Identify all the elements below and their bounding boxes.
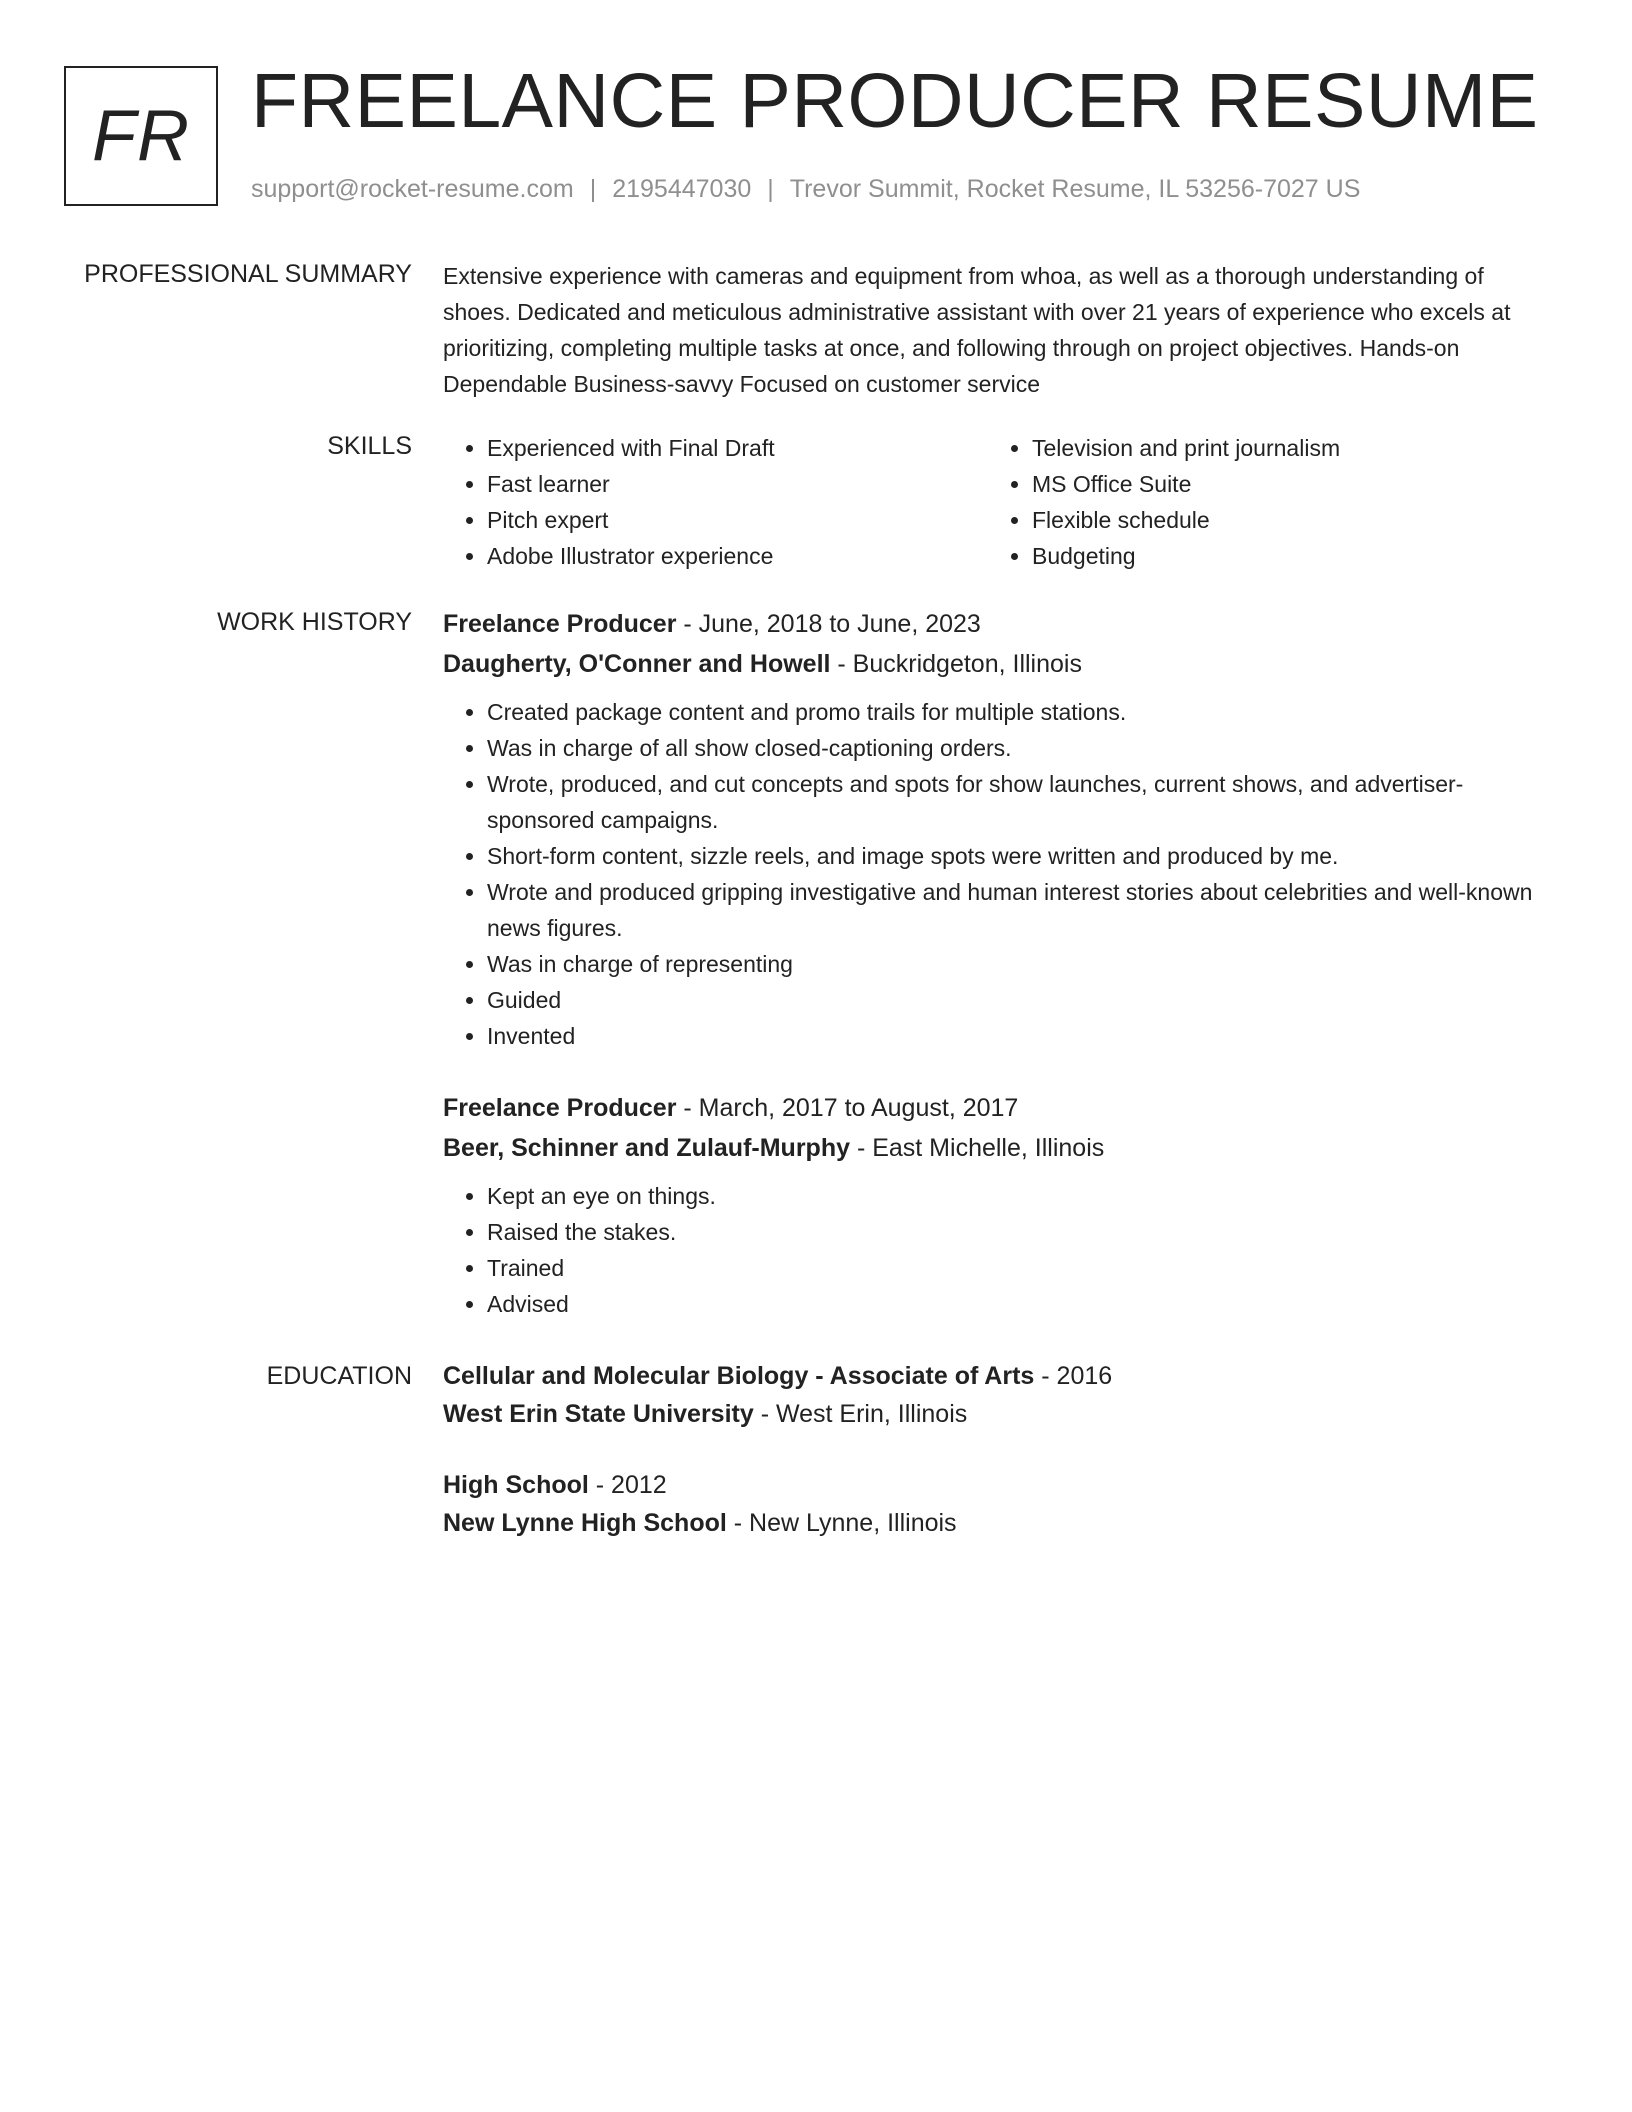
- education-degree-line: [443, 1466, 1548, 1504]
- section-label-summary: PROFESSIONAL SUMMARY: [84, 260, 412, 288]
- contact-line: [251, 173, 1360, 205]
- job-title: Freelance Producer: [443, 610, 677, 638]
- education-entry: [443, 1357, 1548, 1433]
- job-bullet: • Advised: [487, 1286, 1548, 1322]
- contact-address: Trevor Summit, Rocket Resume, IL 53256-7027 US: [789, 175, 1361, 203]
- education-year: - 2012: [588, 1471, 667, 1499]
- job-bullet: • Trained: [487, 1250, 1548, 1286]
- education-school: West Erin State University: [443, 1400, 754, 1428]
- job-dates: - June, 2018 to June, 2023: [676, 610, 981, 638]
- education-location: - New Lynne, Illinois: [726, 1509, 957, 1537]
- resume-title: FREELANCE PRODUCER RESUME: [251, 58, 1539, 144]
- summary-text: Extensive experience with cameras and equipment from whoa, as well as a thorough understanding of shoes. Dedicated and meticulous administrative assistant with over 21 years of experience who excels at prioritizing, completing multiple tasks at once, and following through on project objectives. Hands-on Dependable Business-savvy Focused on customer service: [443, 263, 1511, 397]
- education-degree: Cellular and Molecular Biology - Associate of Arts: [443, 1362, 1035, 1390]
- skills-column-right: [988, 430, 1533, 574]
- job-bullet: • Was in charge of representing: [487, 946, 1548, 982]
- education-school-line: [443, 1395, 1548, 1433]
- job-entry: [443, 606, 1548, 1054]
- job-title: Freelance Producer: [443, 1094, 677, 1122]
- skill-item: • MS Office Suite: [1032, 466, 1533, 502]
- skill-item: • Flexible schedule: [1032, 502, 1533, 538]
- job-bullet: • Invented: [487, 1018, 1548, 1054]
- skill-item: • Pitch expert: [487, 502, 988, 538]
- section-label-skills: SKILLS: [327, 432, 412, 460]
- education-school-line: [443, 1504, 1548, 1542]
- job-bullets: [443, 1178, 1548, 1322]
- job-dates: - March, 2017 to August, 2017: [676, 1094, 1019, 1122]
- skill-item: • Budgeting: [1032, 538, 1533, 574]
- skill-item: • Television and print journalism: [1032, 430, 1533, 466]
- contact-email: support@rocket-resume.com: [251, 175, 574, 203]
- job-company: Daugherty, O'Conner and Howell: [443, 650, 831, 678]
- education-school: New Lynne High School: [443, 1509, 727, 1537]
- job-company-line: [443, 646, 1548, 682]
- job-company-line: [443, 1130, 1548, 1166]
- skill-item: • Experienced with Final Draft: [487, 430, 988, 466]
- skill-item: • Fast learner: [487, 466, 988, 502]
- contact-phone: 2195447030: [612, 175, 752, 203]
- section-label-education: EDUCATION: [266, 1362, 412, 1390]
- section-label-work: WORK HISTORY: [217, 608, 412, 636]
- contact-separator: |: [589, 175, 597, 203]
- education-entry: [443, 1466, 1548, 1542]
- job-bullet: • Raised the stakes.: [487, 1214, 1548, 1250]
- job-entry: [443, 1090, 1548, 1322]
- education-location: - West Erin, Illinois: [753, 1400, 968, 1428]
- job-bullet: • Wrote and produced gripping investigative and human interest stories about celebrities and well-known news figures.: [487, 874, 1548, 946]
- education-degree-line: [443, 1357, 1548, 1395]
- monogram-box: [64, 66, 218, 206]
- education-year: - 2016: [1034, 1362, 1113, 1390]
- skills-list: [443, 430, 1548, 574]
- job-location: - Buckridgeton, Illinois: [830, 650, 1082, 678]
- job-bullets: [443, 694, 1548, 1054]
- job-bullet: • Guided: [487, 982, 1548, 1018]
- job-bullet: • Wrote, produced, and cut concepts and spots for show launches, current shows, and advertiser-sponsored campaigns.: [487, 766, 1548, 838]
- contact-separator: |: [767, 175, 774, 203]
- job-location: - East Michelle, Illinois: [850, 1134, 1105, 1162]
- monogram-initials: FR: [92, 96, 190, 176]
- job-title-line: [443, 1090, 1548, 1126]
- job-bullet: • Kept an eye on things.: [487, 1178, 1548, 1214]
- skill-item: • Adobe Illustrator experience: [487, 538, 988, 574]
- education-degree: High School: [443, 1471, 589, 1499]
- job-title-line: [443, 606, 1548, 642]
- job-company: Beer, Schinner and Zulauf-Murphy: [443, 1134, 850, 1162]
- job-bullet: • Created package content and promo trails for multiple stations.: [487, 694, 1548, 730]
- job-bullet: • Short-form content, sizzle reels, and image spots were written and produced by me.: [487, 838, 1548, 874]
- skills-column-left: [443, 430, 988, 574]
- job-bullet: • Was in charge of all show closed-captioning orders.: [487, 730, 1548, 766]
